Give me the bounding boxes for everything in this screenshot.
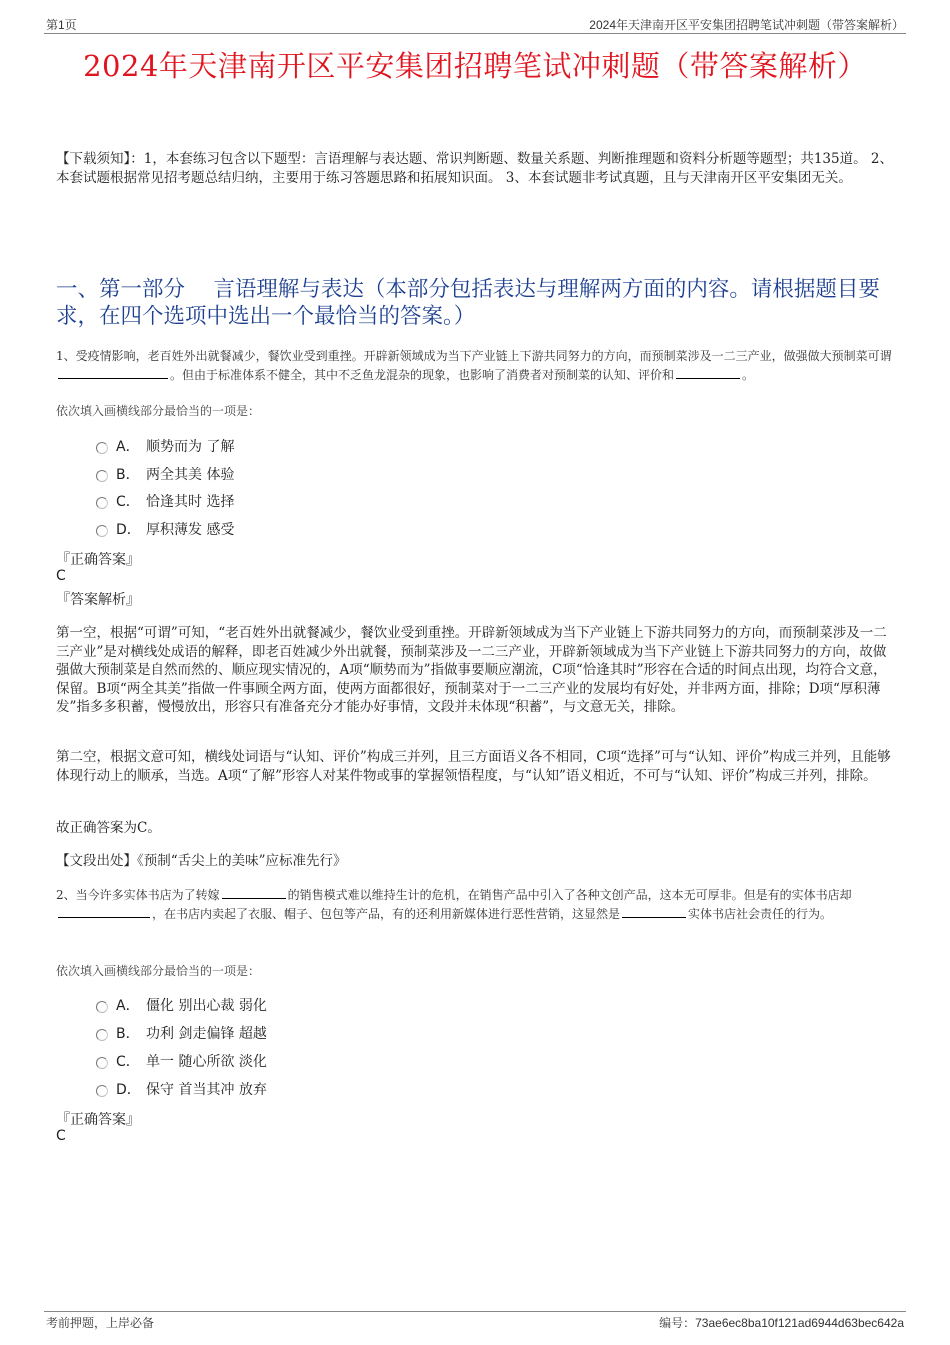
passage-source: 【文段出处】《预制“舌尖上的美味”应标准先行》 xyxy=(56,853,347,869)
option-text: 顺势而为 了解 xyxy=(146,439,235,455)
radio-icon[interactable] xyxy=(96,442,108,454)
radio-icon[interactable] xyxy=(96,1085,108,1097)
footer-divider xyxy=(44,1311,906,1312)
option-letter: C． xyxy=(116,494,140,510)
stem-text: 1、受疫情影响，老百姓外出就餐减少，餐饮业受到重挫。开辟新领域成为当下产业链上下游共同努力的方向，而预制菜涉及一二三产业，做强做大预制菜可谓 xyxy=(56,349,892,363)
radio-icon[interactable] xyxy=(96,497,108,509)
radio-icon[interactable] xyxy=(96,1057,108,1069)
option-letter: D． xyxy=(116,1082,141,1098)
stem-text: 。 xyxy=(742,368,755,382)
blank xyxy=(222,886,286,899)
question-2-prompt: 依次填入画横线部分最恰当的一项是： xyxy=(56,964,261,978)
blank xyxy=(622,905,686,918)
question-2-stem xyxy=(56,886,906,924)
correct-answer-label: 『正确答案』 xyxy=(56,552,140,568)
blank xyxy=(58,366,168,379)
option-text: 两全其美 体验 xyxy=(146,467,235,483)
radio-icon[interactable] xyxy=(96,1029,108,1041)
option-text: 厚积薄发 感受 xyxy=(146,522,235,538)
blank xyxy=(58,905,150,918)
stem-text: 。但由于标准体系不健全，其中不乏鱼龙混杂的现象，也影响了消费者对预制菜的认知、评价和 xyxy=(170,368,675,382)
page-number: 第1页 xyxy=(46,18,77,32)
page-title: 2024年天津南开区平安集团招聘笔试冲刺题（带答案解析） xyxy=(83,49,867,83)
analysis-paragraph: 第二空，根据文意可知，横线处词语与“认知、评价”构成三并列，且三方面语义各不相同，C项“选择”可与“认知、评价”构成三并列，且能够体现行动上的顺承，当选。A项“了解”形容人对某件物或事的掌握领悟程度，与“认知”语义相近，不可与“认知、评价”构成三并列，排除。 xyxy=(56,749,891,784)
option-b[interactable] xyxy=(96,464,234,484)
code-value: 73ae6ec8ba10f121ad6944d63bec642a xyxy=(695,1316,904,1330)
option-letter: A． xyxy=(116,439,140,455)
correct-answer: C xyxy=(56,1128,66,1144)
analysis-conclusion: 故正确答案为C。 xyxy=(56,820,161,836)
option-text: 恰逢其时 选择 xyxy=(146,494,235,510)
option-letter: B． xyxy=(116,467,140,483)
option-c[interactable] xyxy=(96,1051,267,1071)
option-text: 僵化 别出心裁 弱化 xyxy=(146,998,267,1014)
option-letter: B． xyxy=(116,1026,140,1042)
option-d[interactable] xyxy=(96,519,234,539)
correct-answer-label: 『正确答案』 xyxy=(56,1112,140,1128)
option-letter: C． xyxy=(116,1054,140,1070)
stem-text: 的销售模式难以维持生计的危机，在销售产品中引入了各种文创产品，这本无可厚非。但是有的实体书店却 xyxy=(287,888,852,902)
stem-text: 2、当今许多实体书店为了转嫁 xyxy=(56,888,220,902)
radio-icon[interactable] xyxy=(96,470,108,482)
correct-answer: C xyxy=(56,568,66,584)
stem-text: 实体书店社会责任的行为。 xyxy=(688,907,833,921)
analysis-label: 『答案解析』 xyxy=(56,592,140,608)
footer-code xyxy=(659,1314,904,1331)
option-a[interactable] xyxy=(96,995,267,1015)
analysis-paragraph: 第一空，根据“可谓”可知，“老百姓外出就餐减少，餐饮业受到重挫。开辟新领域成为当下产业链上下游共同努力的方向，而预制菜涉及一二三产业”是对横线处成语的解释，即老百姓减少外出就餐，预制菜涉及一二三产业，开辟新领域成为当下产业链上下游共同努力的方向，故做强做大预制菜是自然而然的、顺应现实情况的，A项“顺势而为”指做事要顺应潮流，C项“恰逢其时”形容在合适的时间点出现，均符合文意，保留。B项“两全其美”指做一件事顾全两方面，使两方面都很好，预制菜对于一二三产业的发展均有好处，并非两方面，排除；D项“厚积薄发”指多多积蓄，慢慢放出，形容只有准备充分才能办好事情，文段并未体现“积蓄”，与文意无关，排除。 xyxy=(56,625,887,715)
option-a[interactable] xyxy=(96,436,234,456)
header-divider xyxy=(44,33,906,34)
question-1-prompt: 依次填入画横线部分最恰当的一项是： xyxy=(56,404,261,418)
download-notice: 【下载须知】：1，本套练习包含以下题型：言语理解与表达题、常识判断题、数量关系题、判断推理题和资料分析题等题型；共135道。 2、本套试题根据常见招考题总结归纳，主要用于练习答题思路和拓展知识面。 3、本套试题非考试真题，且与天津南开区平安集团无关。 xyxy=(56,151,893,186)
radio-icon[interactable] xyxy=(96,1001,108,1013)
stem-text: ，在书店内卖起了衣服、帽子、包包等产品，有的还利用新媒体进行恶性营销，这显然是 xyxy=(152,907,621,921)
option-text: 保守 首当其冲 放弃 xyxy=(146,1082,267,1098)
option-d[interactable] xyxy=(96,1079,267,1099)
code-label: 编号： xyxy=(659,1316,696,1330)
option-letter: D． xyxy=(116,522,141,538)
option-letter: A． xyxy=(116,998,140,1014)
footer-slogan: 考前押题，上岸必备 xyxy=(46,1316,155,1330)
section-heading: 一、第一部分 言语理解与表达（本部分包括表达与理解两方面的内容。请根据题目要求，在四个选项中选出一个最恰当的答案。） xyxy=(56,277,880,329)
question-1-stem xyxy=(56,347,906,385)
option-text: 单一 随心所欲 淡化 xyxy=(146,1054,267,1070)
header-doc-title: 2024年天津南开区平安集团招聘笔试冲刺题（带答案解析） xyxy=(589,18,904,32)
option-text: 功利 剑走偏锋 超越 xyxy=(146,1026,267,1042)
radio-icon[interactable] xyxy=(96,525,108,537)
blank xyxy=(676,366,740,379)
option-c[interactable] xyxy=(96,491,234,511)
option-b[interactable] xyxy=(96,1023,267,1043)
